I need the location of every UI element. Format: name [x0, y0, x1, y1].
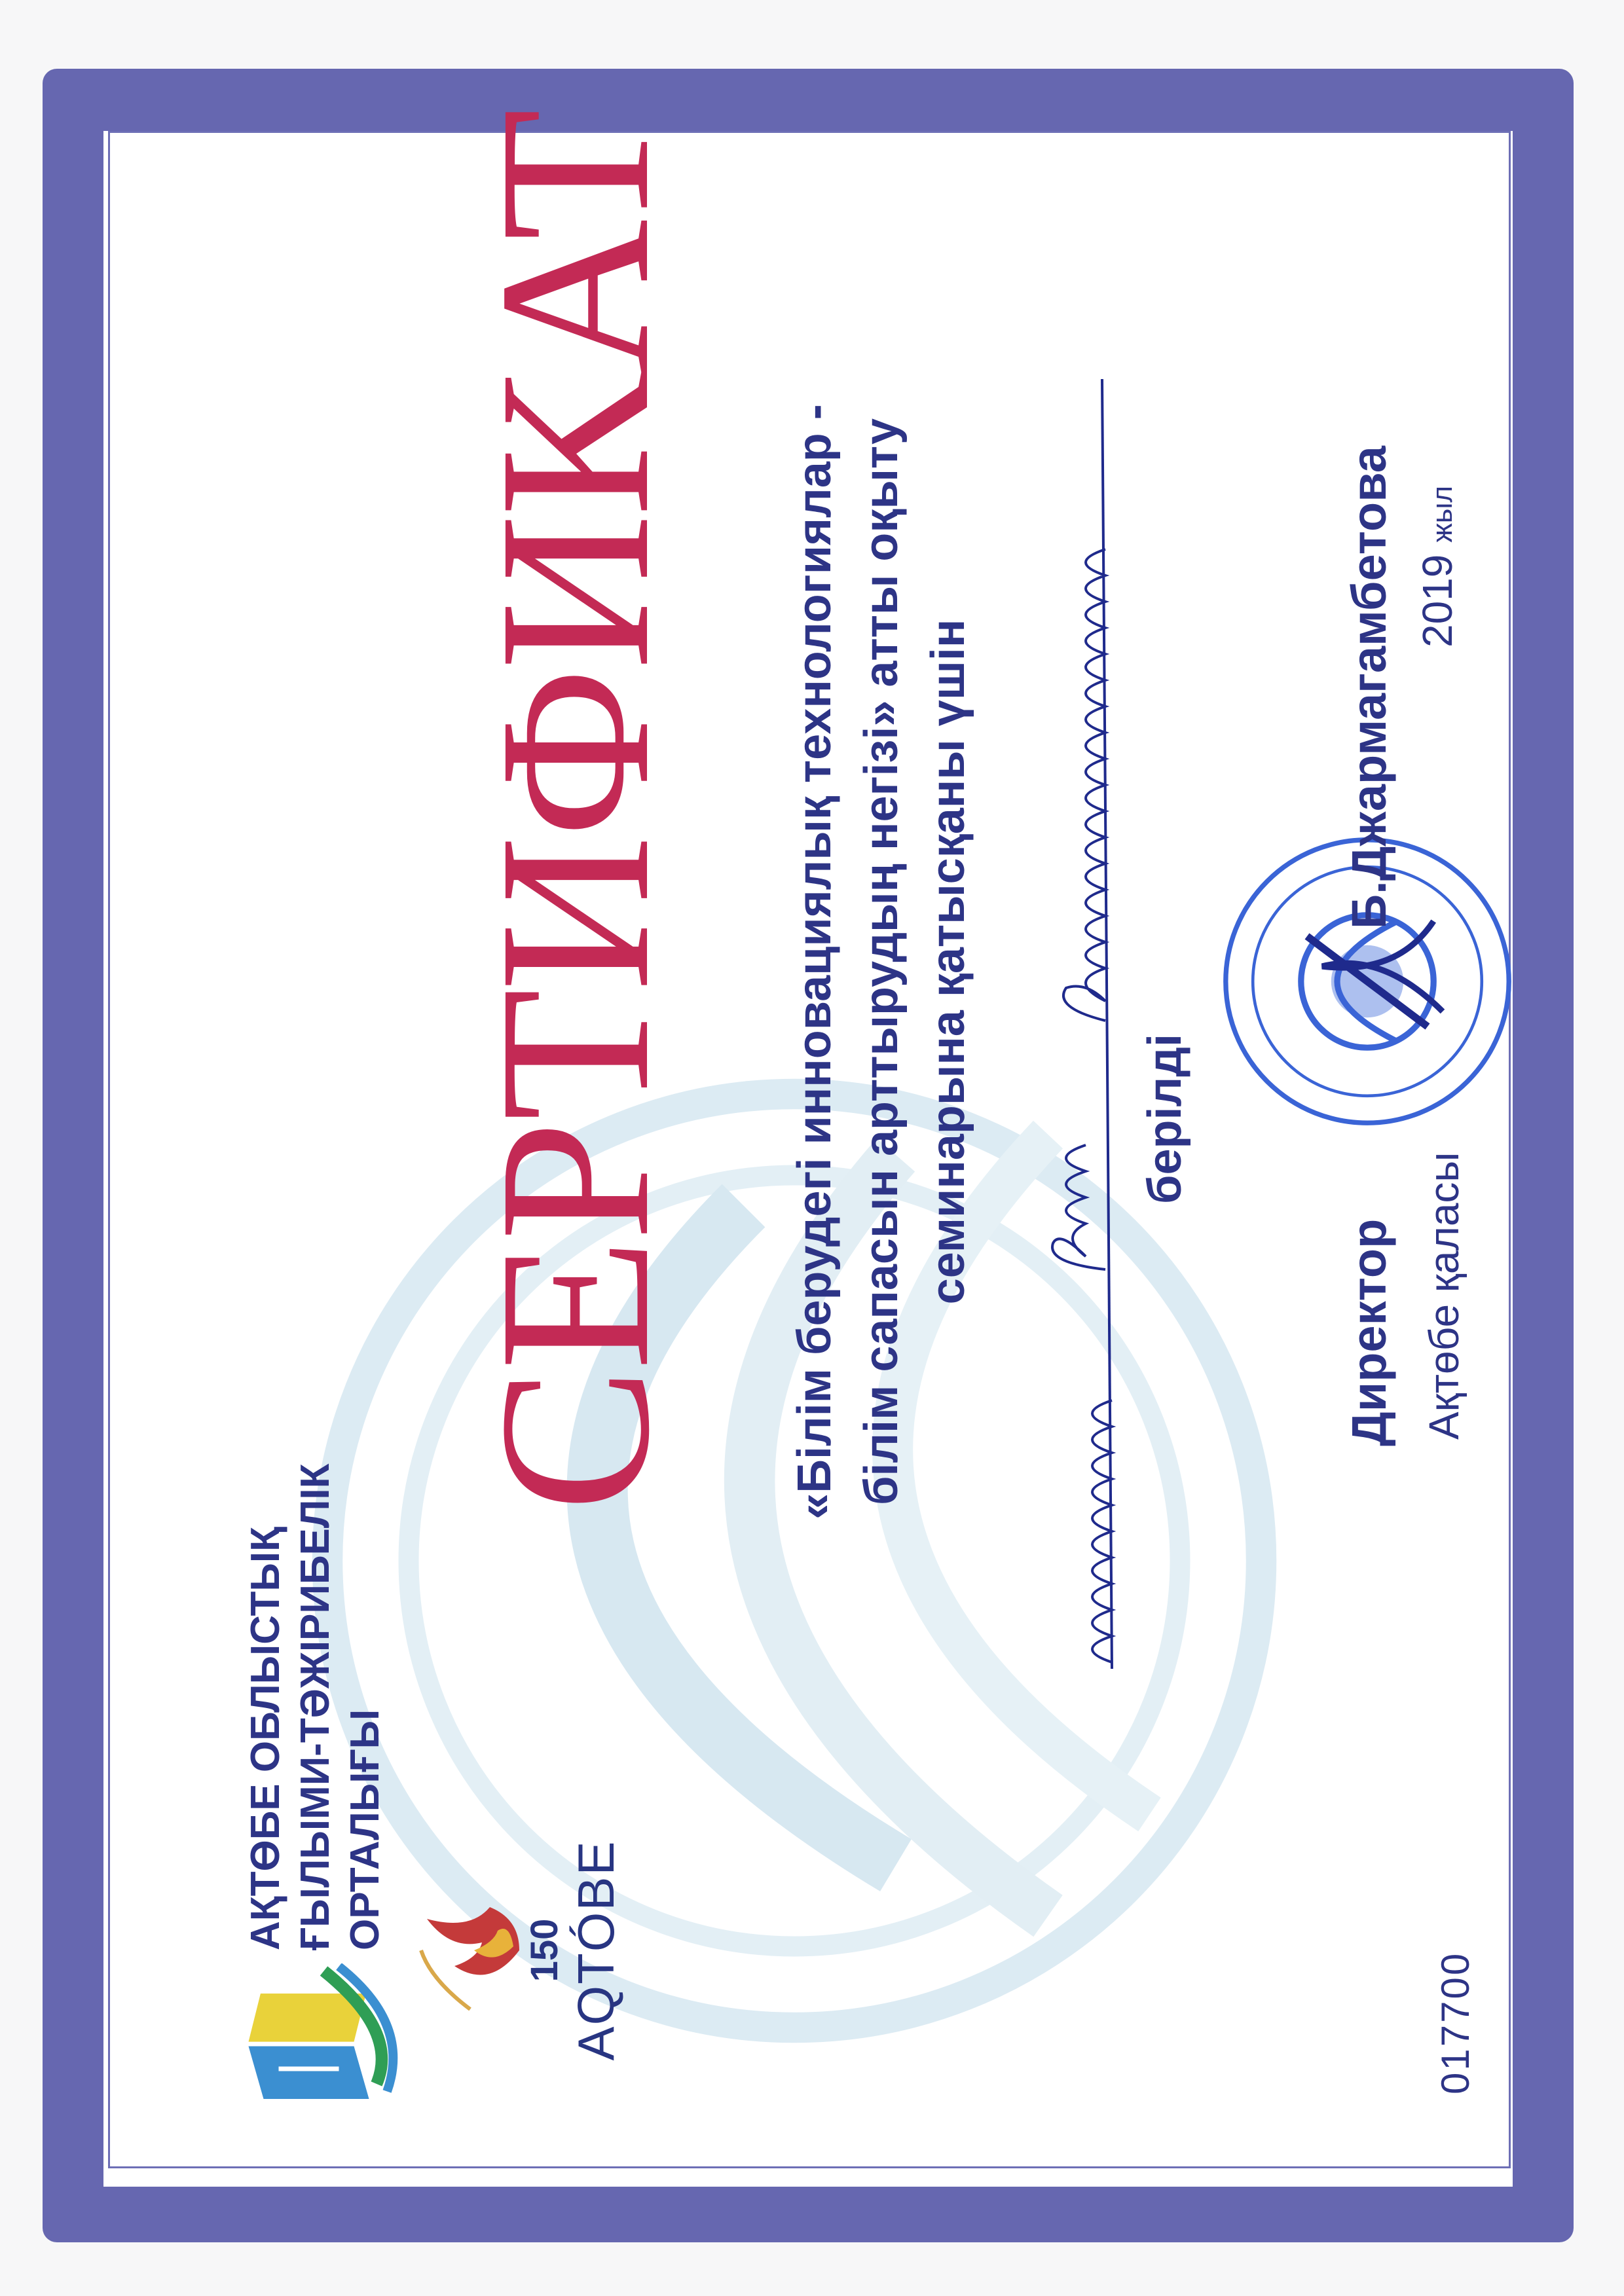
certificate-title: СЕРТИФИКАТ — [455, 111, 694, 1512]
flame-icon — [411, 1813, 529, 2088]
certificate-content — [110, 111, 1509, 2166]
course-line-2: білім сапасын арттырудың негізі» атты оқыту — [855, 418, 908, 1506]
city-logo-text — [523, 1813, 626, 2088]
organization-logo-icon — [231, 1963, 401, 2114]
serial-number: 017700 — [1433, 1951, 1477, 2094]
organization-line-2: ҒЫЛЫМИ-ТӘЖІРИБЕЛІК — [293, 1463, 338, 1950]
given-label: берілді — [1139, 1034, 1191, 1204]
course-line-1: «Білім берудегі инновациялық технологиялар - — [788, 404, 841, 1520]
year-value: 2019 — [1414, 554, 1461, 647]
anniversary-number: 150 — [523, 1918, 566, 1982]
course-description — [781, 399, 982, 1525]
recipient-handwritten-name — [1040, 314, 1145, 1675]
organization-name — [241, 1361, 390, 1950]
issue-place: Ақтөбе қаласы — [1420, 1152, 1467, 1440]
city-anniversary-logo — [411, 1813, 625, 2088]
director-title: Директор — [1342, 1218, 1396, 1446]
city-name-latin: AQTÓBE — [567, 1840, 625, 2061]
year-unit: жыл — [1426, 485, 1458, 543]
course-line-3: семинарына қатысқаны үшін — [922, 619, 974, 1305]
organization-line-3: ОРТАЛЫҒЫ — [342, 1709, 388, 1950]
organization-line-1: АҚТӨБЕ ОБЛЫСТЫҚ — [243, 1527, 288, 1950]
issue-year — [1413, 486, 1462, 647]
director-name: Б.Джармагамбетова — [1342, 446, 1396, 929]
